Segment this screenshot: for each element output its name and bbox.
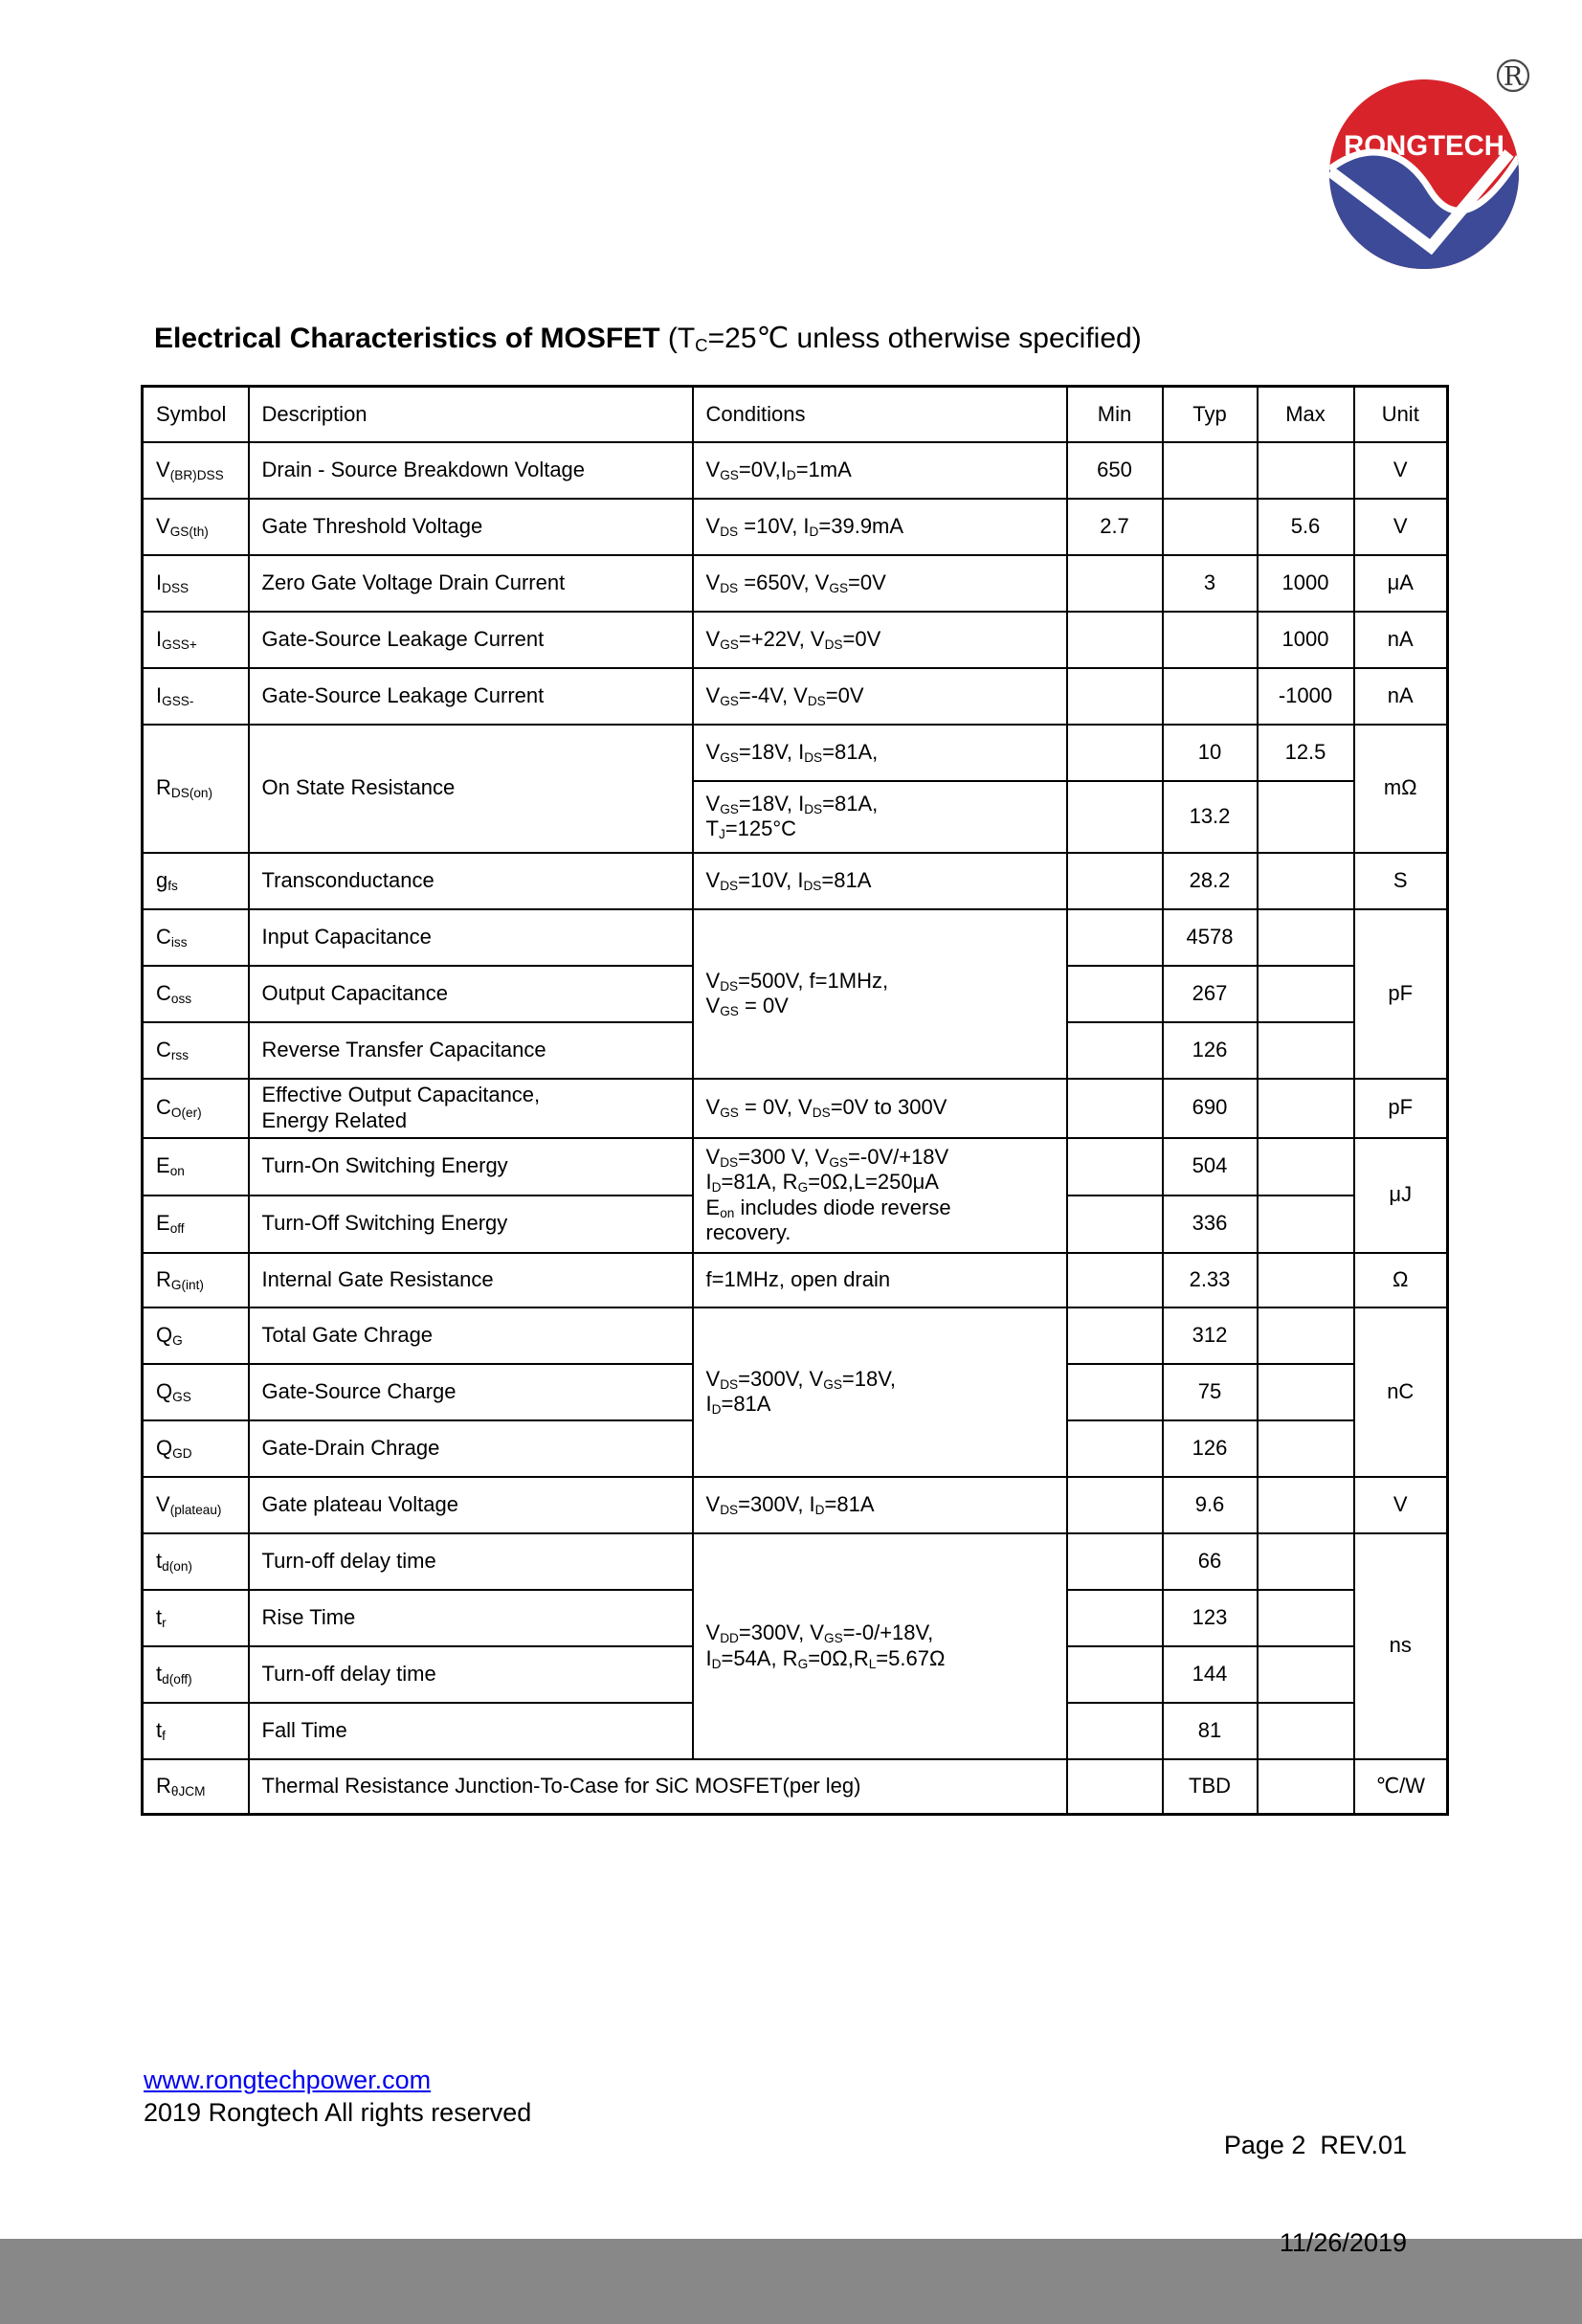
description-cell: Gate-Source Leakage Current (249, 612, 693, 668)
subscript-text: (BR)DSS (169, 467, 224, 482)
subscript-text: G (797, 1180, 809, 1196)
min-cell (1067, 1646, 1163, 1703)
subscript-text: iss (170, 934, 188, 950)
typ-cell: 690 (1163, 1079, 1258, 1138)
description-cell: Rise Time (249, 1590, 693, 1646)
description-cell: Drain - Source Breakdown Voltage (249, 442, 693, 499)
revision-date: 11/26/2019 (1279, 2228, 1407, 2257)
description-cell: Internal Gate Resistance (249, 1253, 693, 1307)
subscript-text: DS (803, 878, 822, 893)
registered-r-glyph: R (1503, 62, 1524, 92)
min-cell (1067, 1533, 1163, 1590)
max-cell (1258, 1703, 1354, 1759)
description-cell: Gate plateau Voltage (249, 1477, 693, 1533)
max-cell: 5.6 (1258, 499, 1354, 555)
min-cell (1067, 1079, 1163, 1138)
typ-cell (1163, 442, 1258, 499)
table-row (143, 442, 1448, 499)
column-header-typ: Typ (1163, 387, 1258, 442)
subscript-text: G (797, 1656, 809, 1671)
subscript-text: GD (172, 1445, 192, 1461)
description-cell: Effective Output Capacitance, Energy Related (249, 1079, 693, 1138)
symbol-cell: CO(er) (143, 1079, 249, 1138)
description-cell: Fall Time (249, 1703, 693, 1759)
typ-cell: 10 (1163, 725, 1258, 781)
unit-cell: V (1354, 499, 1448, 555)
conditions-cell: VDS =650V, VGS=0V (693, 555, 1067, 612)
subscript-text: DS (720, 978, 739, 994)
description-cell: Gate Threshold Voltage (249, 499, 693, 555)
min-cell (1067, 1253, 1163, 1307)
conditions-cell: VDS=500V, f=1MHz, VGS = 0V (693, 909, 1067, 1079)
table-row (143, 1477, 1448, 1533)
max-cell: 1000 (1258, 612, 1354, 668)
typ-cell: 66 (1163, 1533, 1258, 1590)
description-cell: Input Capacitance (249, 909, 693, 966)
subscript-text: GS (720, 1106, 739, 1121)
max-cell (1258, 1477, 1354, 1533)
unit-cell: mΩ (1354, 725, 1448, 853)
registered-trademark-icon (1498, 60, 1528, 92)
typ-cell (1163, 499, 1258, 555)
logo-brand-text: RONGTECH (1344, 130, 1504, 162)
typ-cell (1163, 612, 1258, 668)
table-row (143, 555, 1448, 612)
unit-cell: ℃/W (1354, 1759, 1448, 1815)
unit-cell: pF (1354, 1079, 1448, 1138)
table-row (143, 853, 1448, 909)
table-row (143, 1759, 1448, 1815)
conditions-cell: VGS = 0V, VDS=0V to 300V (693, 1079, 1067, 1138)
symbol-cell: IGSS- (143, 668, 249, 725)
subscript-text: DS (720, 1154, 739, 1170)
typ-cell: 4578 (1163, 909, 1258, 966)
copyright-text: 2019 Rongtech All rights reserved (144, 2098, 532, 2127)
max-cell (1258, 1759, 1354, 1815)
max-cell (1258, 1307, 1354, 1364)
unit-cell: μJ (1354, 1138, 1448, 1253)
unit-cell: nC (1354, 1307, 1448, 1477)
conditions-cell: VGS=18V, IDS=81A, TJ=125°C (693, 781, 1067, 853)
subscript-text: θJCM (170, 1784, 206, 1799)
symbol-cell: td(off) (143, 1646, 249, 1703)
spec-table-header-row (143, 387, 1448, 442)
subscript-text: DD (720, 1631, 739, 1646)
max-cell: 1000 (1258, 555, 1354, 612)
subscript-text: GS (720, 801, 739, 816)
footer-left (144, 2064, 531, 2129)
description-cell: Thermal Resistance Junction-To-Case for SiC MOSFET(per leg) (249, 1759, 1067, 1815)
subscript-text: D (711, 1180, 722, 1196)
subscript-text: DS (720, 524, 739, 539)
subscript-text: D (711, 1402, 722, 1417)
column-header-conditions: Conditions (693, 387, 1067, 442)
subscript-text: G(int) (170, 1277, 204, 1292)
min-cell: 650 (1067, 442, 1163, 499)
conditions-cell: VDS=300 V, VGS=-0V/+18V ID=81A, RG=0Ω,L=250μA Eon includes diode reverse recovery. (693, 1138, 1067, 1253)
subscript-text: DS (824, 637, 843, 652)
unit-cell: μA (1354, 555, 1448, 612)
symbol-cell: RG(int) (143, 1253, 249, 1307)
typ-cell: 81 (1163, 1703, 1258, 1759)
subscript-text: D (786, 467, 796, 482)
subscript-text: on (720, 1205, 735, 1220)
typ-cell: 2.33 (1163, 1253, 1258, 1307)
column-header-min: Min (1067, 387, 1163, 442)
min-cell (1067, 966, 1163, 1022)
max-cell (1258, 909, 1354, 966)
typ-cell: 267 (1163, 966, 1258, 1022)
min-cell (1067, 1420, 1163, 1477)
subscript-text: DS (720, 580, 739, 595)
rongtech-logo-icon (1326, 56, 1531, 274)
conditions-cell: VGS=0V,ID=1mA (693, 442, 1067, 499)
subscript-text: G (172, 1332, 183, 1348)
column-header-unit: Unit (1354, 387, 1448, 442)
min-cell (1067, 1590, 1163, 1646)
column-header-max: Max (1258, 387, 1354, 442)
max-cell: -1000 (1258, 668, 1354, 725)
typ-cell: 312 (1163, 1307, 1258, 1364)
title-condition: (TC=25℃ unless otherwise specified) (659, 323, 1142, 356)
min-cell (1067, 1307, 1163, 1364)
typ-cell: TBD (1163, 1759, 1258, 1815)
description-cell: Turn-off delay time (249, 1646, 693, 1703)
max-cell: 12.5 (1258, 725, 1354, 781)
conditions-cell: VGS=+22V, VDS=0V (693, 612, 1067, 668)
spec-table (141, 385, 1449, 1816)
max-cell (1258, 1364, 1354, 1420)
subscript-text: GS (172, 1389, 191, 1404)
subscript-text: GS (823, 1376, 842, 1392)
conditions-cell: VDS=300V, ID=81A (693, 1477, 1067, 1533)
symbol-cell: V(plateau) (143, 1477, 249, 1533)
min-cell (1067, 612, 1163, 668)
subscript-text: GS (720, 693, 739, 708)
subscript-text: L (868, 1656, 877, 1671)
table-row (143, 1307, 1448, 1364)
max-cell (1258, 1420, 1354, 1477)
table-row (143, 499, 1448, 555)
page-title (154, 322, 1142, 355)
subscript-text: GS (720, 637, 739, 652)
footer-right (1224, 2064, 1407, 2324)
max-cell (1258, 853, 1354, 909)
page-number-revision: Page 2 REV.01 (1223, 2131, 1407, 2159)
subscript-text: DS (812, 1106, 831, 1121)
subscript-text: J (718, 827, 725, 841)
max-cell (1258, 1196, 1354, 1253)
subscript-text: DSS (162, 580, 189, 595)
table-row (143, 725, 1448, 781)
min-cell (1067, 853, 1163, 909)
subscript-text: GS (720, 749, 739, 765)
min-cell (1067, 1196, 1163, 1253)
symbol-cell: VGS(th) (143, 499, 249, 555)
typ-cell: 504 (1163, 1138, 1258, 1196)
max-cell (1258, 1533, 1354, 1590)
max-cell (1258, 781, 1354, 853)
subscript-text: DS (720, 1502, 739, 1517)
table-row (143, 909, 1448, 966)
subscript-text: DS (807, 693, 826, 708)
subscript-text: DS (804, 749, 823, 765)
subscript-text: GS (720, 467, 739, 482)
table-row (143, 668, 1448, 725)
table-row (143, 1079, 1448, 1138)
subscript-text: off (169, 1221, 185, 1237)
conditions-cell: VDS=300V, VGS=18V, ID=81A (693, 1307, 1067, 1477)
subscript-text: GSS- (162, 693, 194, 708)
typ-cell (1163, 668, 1258, 725)
symbol-cell: IGSS+ (143, 612, 249, 668)
table-row (143, 612, 1448, 668)
subscript-text: DS (720, 1376, 739, 1392)
symbol-cell: tf (143, 1703, 249, 1759)
conditions-cell: VGS=-4V, VDS=0V (693, 668, 1067, 725)
description-cell: Reverse Transfer Capacitance (249, 1022, 693, 1079)
min-cell (1067, 1022, 1163, 1079)
unit-cell: S (1354, 853, 1448, 909)
symbol-cell: Eoff (143, 1196, 249, 1253)
description-cell: Total Gate Chrage (249, 1307, 693, 1364)
unit-cell: Ω (1354, 1253, 1448, 1307)
subscript-text: rss (170, 1047, 189, 1062)
symbol-cell: QG (143, 1307, 249, 1364)
symbol-cell: QGD (143, 1420, 249, 1477)
max-cell (1258, 1138, 1354, 1196)
subscript-text: (plateau) (169, 1502, 222, 1517)
description-cell: Gate-Source Leakage Current (249, 668, 693, 725)
symbol-cell: IDSS (143, 555, 249, 612)
typ-cell: 13.2 (1163, 781, 1258, 853)
max-cell (1258, 1022, 1354, 1079)
description-cell: Zero Gate Voltage Drain Current (249, 555, 693, 612)
symbol-cell: gfs (143, 853, 249, 909)
table-row (143, 1138, 1448, 1196)
conditions-cell: f=1MHz, open drain (693, 1253, 1067, 1307)
conditions-cell: VGS=18V, IDS=81A, (693, 725, 1067, 781)
min-cell (1067, 781, 1163, 853)
unit-cell: ns (1354, 1533, 1448, 1759)
unit-cell: pF (1354, 909, 1448, 1079)
subscript-text: GS (829, 1154, 849, 1170)
min-cell (1067, 1759, 1163, 1815)
typ-cell: 75 (1163, 1364, 1258, 1420)
typ-cell: 144 (1163, 1646, 1258, 1703)
subscript-text: DS (804, 801, 823, 816)
subscript-text: d(on) (162, 1558, 192, 1574)
min-cell (1067, 1477, 1163, 1533)
subscript-text: DS(on) (170, 786, 213, 801)
conditions-cell: VDS=10V, IDS=81A (693, 853, 1067, 909)
subscript-text: oss (170, 991, 192, 1006)
max-cell (1258, 966, 1354, 1022)
symbol-cell: tr (143, 1590, 249, 1646)
subscript-text: fs (167, 878, 178, 893)
description-cell: Turn-off delay time (249, 1533, 693, 1590)
min-cell (1067, 1703, 1163, 1759)
subscript-text: DS (720, 878, 739, 893)
description-cell: Turn-Off Switching Energy (249, 1196, 693, 1253)
subscript-text: f (162, 1728, 166, 1743)
conditions-cell: VDD=300V, VGS=-0/+18V, ID=54A, RG=0Ω,RL=5.67Ω (693, 1533, 1067, 1759)
symbol-cell: Eon (143, 1138, 249, 1196)
max-cell (1258, 1079, 1354, 1138)
unit-cell: nA (1354, 612, 1448, 668)
symbol-cell: Ciss (143, 909, 249, 966)
unit-cell: V (1354, 1477, 1448, 1533)
subscript-text: GS (720, 1004, 739, 1018)
subscript-text: r (162, 1615, 167, 1630)
rongtech-logo (1326, 56, 1531, 274)
description-cell: Transconductance (249, 853, 693, 909)
symbol-cell: RDS(on) (143, 725, 249, 853)
max-cell (1258, 1253, 1354, 1307)
min-cell (1067, 1364, 1163, 1420)
description-cell: Gate-Drain Chrage (249, 1420, 693, 1477)
title-main: Electrical Characteristics of MOSFET (154, 323, 660, 354)
min-cell: 2.7 (1067, 499, 1163, 555)
conditions-cell: VDS =10V, ID=39.9mA (693, 499, 1067, 555)
typ-cell: 126 (1163, 1420, 1258, 1477)
symbol-cell: V(BR)DSS (143, 442, 249, 499)
typ-cell: 28.2 (1163, 853, 1258, 909)
min-cell (1067, 1138, 1163, 1196)
max-cell (1258, 442, 1354, 499)
subscript-text: GS(th) (169, 524, 209, 539)
subscript-text: GS (829, 580, 849, 595)
typ-cell: 126 (1163, 1022, 1258, 1079)
typ-cell: 336 (1163, 1196, 1258, 1253)
spec-table-body (143, 442, 1448, 1815)
unit-cell: nA (1354, 668, 1448, 725)
website-link[interactable]: www.rongtechpower.com (144, 2066, 432, 2094)
min-cell (1067, 909, 1163, 966)
typ-cell: 9.6 (1163, 1477, 1258, 1533)
subscript-text: on (169, 1164, 185, 1179)
min-cell (1067, 668, 1163, 725)
min-cell (1067, 725, 1163, 781)
symbol-cell: Crss (143, 1022, 249, 1079)
unit-cell: V (1354, 442, 1448, 499)
max-cell (1258, 1646, 1354, 1703)
symbol-cell: QGS (143, 1364, 249, 1420)
column-header-description: Description (249, 387, 693, 442)
subscript-text: C (695, 335, 708, 356)
typ-cell: 123 (1163, 1590, 1258, 1646)
subscript-text: GS (823, 1631, 843, 1646)
subscript-text: O(er) (170, 1106, 202, 1121)
subscript-text: D (809, 524, 819, 539)
symbol-cell: Coss (143, 966, 249, 1022)
subscript-text: d(off) (162, 1671, 192, 1687)
description-cell: On State Resistance (249, 725, 693, 853)
table-row (143, 1533, 1448, 1590)
symbol-cell: td(on) (143, 1533, 249, 1590)
typ-cell: 3 (1163, 555, 1258, 612)
subscript-text: D (711, 1656, 722, 1671)
subscript-text: GSS+ (162, 637, 197, 652)
description-cell: Output Capacitance (249, 966, 693, 1022)
description-cell: Turn-On Switching Energy (249, 1138, 693, 1196)
min-cell (1067, 555, 1163, 612)
subscript-text: D (814, 1502, 825, 1517)
table-row (143, 1253, 1448, 1307)
description-cell: Gate-Source Charge (249, 1364, 693, 1420)
column-header-symbol: Symbol (143, 387, 249, 442)
max-cell (1258, 1590, 1354, 1646)
symbol-cell: RθJCM (143, 1759, 249, 1815)
